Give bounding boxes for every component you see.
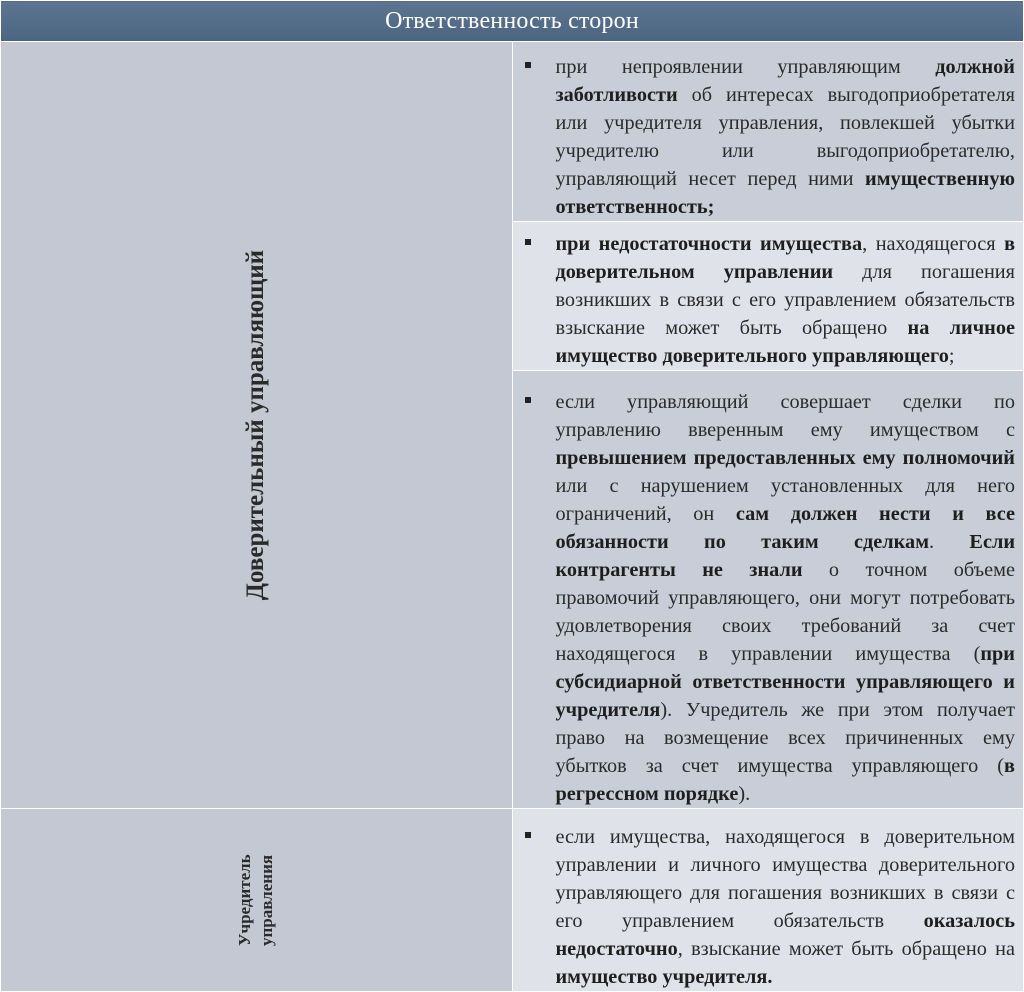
emphasis-text: при недостаточности имущества: [555, 233, 863, 255]
body-text: .: [929, 531, 970, 553]
table-title: Ответственность сторон: [385, 7, 639, 34]
emphasis-text: сам должен нести и все обязанности по таким сделкам: [555, 503, 1015, 553]
body-text: если управляющий совершает сделки по управлению вверенным ему имуществом с: [555, 391, 1015, 441]
item-text: [556, 826, 1016, 988]
body-text: при непроявлении управляющим: [555, 56, 936, 78]
item-text: [556, 233, 1016, 367]
list-item: [512, 371, 1024, 809]
body-text: о точном объеме правомочий управляющего, они могут потребовать удовлетворения своих требований за счет находящегося в управлении имущества (: [555, 559, 1015, 665]
emphasis-text: Если контрагенты не знали: [555, 531, 1016, 581]
emphasis-text: имущественную ответственность;: [555, 168, 1015, 218]
bullet-icon: [525, 832, 531, 838]
emphasis-text: при субсидиарной ответственности управляющего и учредителя: [555, 643, 1015, 721]
list-item: [512, 42, 1024, 222]
bullet-icon: [525, 239, 531, 245]
body-text: для погашения возникших в связи с его управлением обязательств взыскание может быть обращено: [555, 261, 1015, 339]
body-text: , взыскание может быть обращено на: [677, 938, 1015, 960]
item-text: [556, 56, 1016, 218]
bullet-icon: [525, 397, 531, 403]
section-trustee: [1, 42, 513, 809]
body-text: если имущества, находящегося в доверительном управлении и личного имущества доверительного управляющего для погашения возникших в связи с его управлением обязательств: [555, 826, 1015, 932]
emphasis-text: превышением предоставленных ему полномочий: [555, 447, 1015, 469]
emphasis-text: в доверительном управлении: [555, 233, 1016, 283]
body-text: ;: [948, 345, 955, 367]
section-label-trustee: Доверительный управляющий: [242, 249, 270, 601]
item-text: [556, 391, 1016, 805]
body-text: ). Учредитель же при этом получает право на возмещение всех причиненных ему убытков за счет имущества управляющего (: [555, 699, 1015, 777]
list-item: [512, 222, 1024, 371]
emphasis-text: на личное имущество доверительного управляющего: [555, 317, 1016, 367]
body-text: ).: [738, 783, 751, 805]
emphasis-text: в регрессном порядке: [555, 755, 1015, 805]
emphasis-text: оказалось недостаточно: [555, 910, 1015, 960]
body-text: , находящегося: [862, 233, 1005, 255]
section-label-founder: Учредитель управления: [235, 854, 277, 946]
emphasis-text: имущество учредителя.: [555, 966, 773, 988]
list-item: [512, 809, 1024, 992]
body-text: об интересах выгодоприобретателя или учредителя управления, повлекшей убытки учредителю или выгодоприобретателю, управляющий несет перед ними: [555, 84, 1015, 190]
bullet-icon: [525, 62, 531, 68]
table-header: [1, 1, 1024, 42]
section-founder: [1, 809, 513, 992]
emphasis-text: должной заботливости: [555, 56, 1015, 106]
body-text: или с нарушением установленных для него ограничений, он: [555, 475, 1015, 525]
